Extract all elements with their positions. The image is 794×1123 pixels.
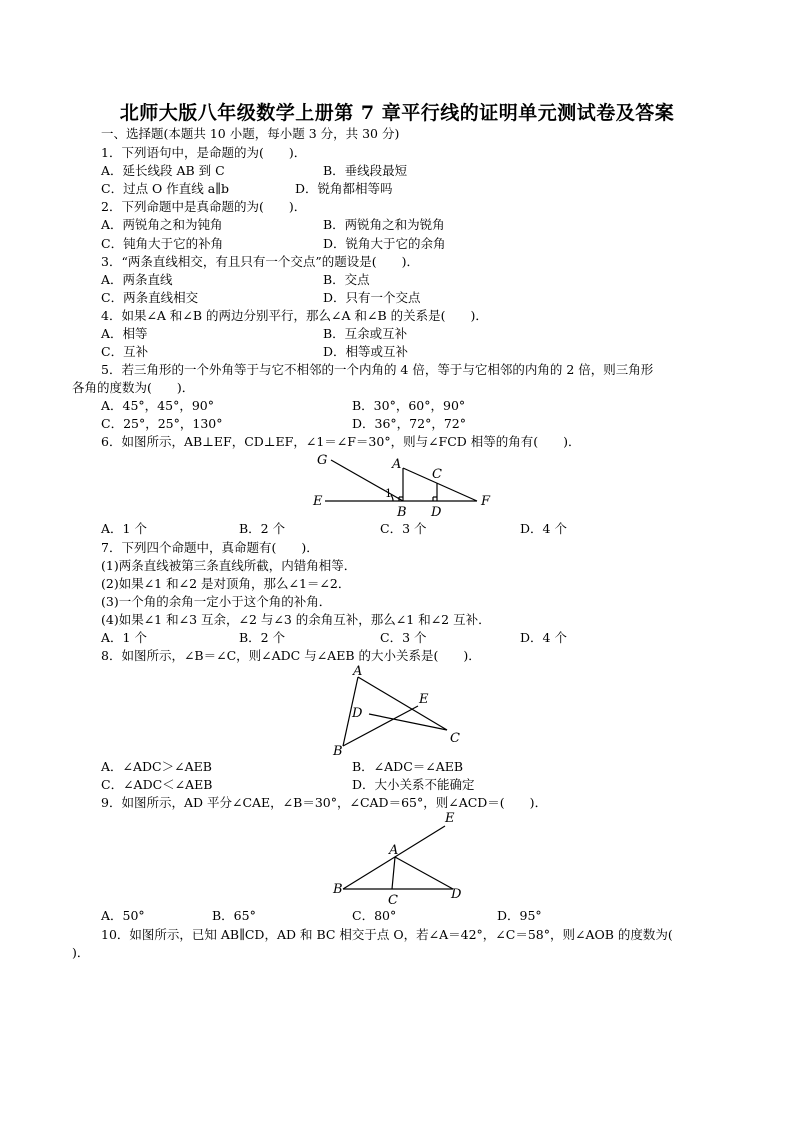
q7-stem: 7．下列四个命题中，真命题有( )． [101, 540, 319, 555]
q6-option-a: A．1 个 [101, 521, 147, 536]
q6-option-b: B．2 个 [239, 521, 286, 536]
q1-option-c: C．过点 O 作直线 a∥b [101, 181, 229, 196]
q8-option-d: D．大小关系不能确定 [352, 777, 475, 792]
label-d: D [451, 887, 462, 902]
q9-option-a: A．50° [101, 908, 145, 923]
q4-option-b: B．互余或互补 [323, 326, 408, 341]
label-a: A [353, 664, 363, 679]
q4-stem: 4．如果∠A 和∠B 的两边分别平行，那么∠A 和∠B 的关系是( )． [101, 308, 488, 323]
q7-statement-4: (4)如果∠1 和∠3 互余，∠2 与∠3 的余角互补，那么∠1 和∠2 互补． [101, 612, 491, 627]
q7-statement-1: (1)两条直线被第三条直线所截，内错角相等． [101, 558, 357, 573]
q5-stem-line1: 5．若三角形的一个外角等于与它不相邻的一个内角的 4 倍，等于与它相邻的内角的 2 倍，则三角形 [101, 362, 654, 377]
q10-stem-line2: )． [72, 945, 90, 960]
q6-figure [305, 448, 495, 520]
q5-option-d: D．36°，72°，72° [352, 416, 466, 431]
segment-ac [358, 677, 447, 730]
q2-option-b: B．两锐角之和为锐角 [323, 217, 445, 232]
segment-ac [392, 857, 395, 889]
q1-option-d: D．锐角都相等吗 [295, 181, 393, 196]
q6-option-c: C．3 个 [380, 521, 427, 536]
q7-statement-3: (3)一个角的余角一定小于这个角的补角． [101, 594, 332, 609]
label-c: C [432, 467, 442, 482]
q7-option-c: C．3 个 [380, 630, 427, 645]
q4-option-d: D．相等或互补 [323, 344, 409, 359]
segment-ad [395, 857, 453, 889]
q6-option-d: D．4 个 [520, 521, 567, 536]
q8-stem: 8．如图所示，∠B＝∠C，则∠ADC 与∠AEB 的大小关系是( )． [101, 648, 481, 663]
q9-stem: 9．如图所示，AD 平分∠CAE，∠B＝30°，∠CAD＝65°，则∠ACD＝( )． [101, 795, 548, 810]
q1-option-a: A．延长线段 AB 到 C [101, 163, 225, 178]
label-e: E [313, 494, 323, 509]
label-f: F [481, 494, 491, 509]
label-d: D [431, 505, 442, 520]
q5-option-c: C．25°，25°，130° [101, 416, 223, 431]
q2-stem: 2．下列命题中是真命题的为( )． [101, 199, 307, 214]
q7-option-d: D．4 个 [520, 630, 567, 645]
label-a: A [392, 457, 402, 472]
label-c: C [450, 731, 460, 746]
label-e: E [419, 692, 429, 707]
q8-option-b: B．∠ADC＝∠AEB [352, 759, 464, 774]
q1-option-b: B．垂线段最短 [323, 163, 408, 178]
q9-option-c: C．80° [352, 908, 397, 923]
q8-option-c: C．∠ADC＜∠AEB [101, 777, 213, 792]
q9-option-d: D．95° [497, 908, 542, 923]
section-heading: 一、选择题(本题共 10 小题，每小题 3 分，共 30 分) [101, 126, 400, 141]
q9-option-b: B．65° [212, 908, 256, 923]
segment-dc [369, 714, 447, 730]
label-b: B [333, 744, 343, 758]
label-c: C [388, 893, 398, 908]
q3-stem: 3．“两条直线相交，有且只有一个交点”的题设是( )． [101, 254, 419, 269]
page-title: 北师大版八年级数学上册第 7 章平行线的证明单元测试卷及答案 [119, 102, 675, 124]
q4-option-c: C．互补 [101, 344, 149, 359]
q1-stem: 1．下列语句中，是命题的为( )． [101, 145, 307, 160]
q8-figure [325, 662, 465, 758]
q2-option-d: D．锐角大于它的余角 [323, 236, 446, 251]
q5-option-a: A．45°，45°，90° [101, 398, 214, 413]
q5-option-b: B．30°，60°，90° [352, 398, 466, 413]
label-g: G [317, 453, 328, 468]
q7-option-b: B．2 个 [239, 630, 286, 645]
q7-statement-2: (2)如果∠1 和∠2 是对顶角，那么∠1＝∠2． [101, 576, 351, 591]
label-e: E [445, 811, 455, 826]
q2-option-a: A．两锐角之和为钝角 [101, 217, 223, 232]
q3-option-b: B．交点 [323, 272, 370, 287]
q4-option-a: A．相等 [101, 326, 148, 341]
q8-option-a: A．∠ADC＞∠AEB [101, 759, 212, 774]
q3-option-c: C．两条直线相交 [101, 290, 199, 305]
label-a: A [389, 843, 399, 858]
q7-option-a: A．1 个 [101, 630, 147, 645]
q10-stem-line1: 10．如图所示，已知 AB∥CD，AD 和 BC 相交于点 O，若∠A＝42°，∠C＝58°，则∠AOB 的度数为( [101, 927, 673, 942]
label-d: D [352, 706, 363, 721]
label-b: B [397, 505, 407, 520]
q9-figure [325, 808, 475, 908]
q6-stem: 6．如图所示，AB⊥EF，CD⊥EF，∠1＝∠F＝30°，则与∠FCD 相等的角有( )． [101, 434, 581, 449]
q2-option-c: C．钝角大于它的补角 [101, 236, 224, 251]
q3-option-a: A．两条直线 [101, 272, 173, 287]
label-b: B [333, 882, 343, 897]
q3-option-d: D．只有一个交点 [323, 290, 421, 305]
label-angle-1: 1 [385, 487, 392, 500]
q5-stem-line2: 各角的度数为( )． [72, 380, 195, 395]
